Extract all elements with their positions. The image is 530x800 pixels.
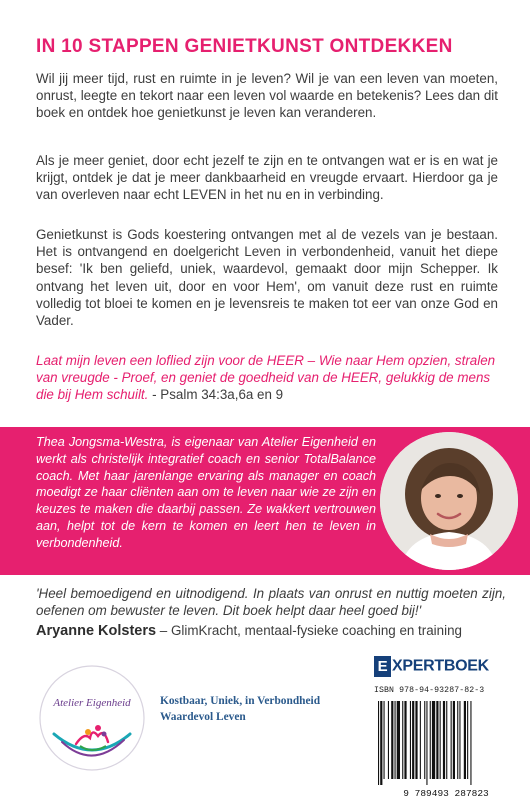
barcode-bar [388,701,389,779]
atelier-logo-emblem [32,658,152,778]
barcode-bar [415,701,417,779]
barcode-bar [451,701,452,779]
testimonial-affiliation: – GlimKracht, mentaal-fysieke coaching en training [156,623,462,638]
barcode-bar [430,701,431,779]
barcode-bar [432,701,435,779]
barcode-bar [457,701,458,779]
barcode-bar [470,701,471,785]
testimonial-author: Aryanne Kolsters [36,623,157,639]
slogan [160,693,350,725]
expertboek-logo [374,656,489,680]
barcode-bar [459,701,460,779]
intro-paragraph-3: Genietkunst is Gods koestering ontvangen met al de vezels van je bestaan. Het is ontvangend en doelgericht Leven in verbondenheid, vanuit het diepe besef: 'Ik ben geliefd, uniek, waardevol, gemaakt door mijn Schepper. Ik ontvang het leven uit, door en voor Hem', om vanuit deze rust en ruimte volledig tot bloei te komen en je levensreis te maken tot eer van onze God en Vader. [36,227,498,329]
atelier-eigenheid-logo [32,658,152,778]
slogan-line-2: Waardevol Leven [160,711,246,723]
barcode-bar [395,701,396,779]
intro-paragraph-2: Als je meer geniet, door echt jezelf te zijn en te ontvangen wat er is en wat je krijgt, ontdek je dat je meer dankbaarheid en vreugde ervaart. Hierdoor ga je van overleven naar echt LEVEN in het nu en in verbinding. [36,153,498,203]
isbn-barcode [372,699,520,799]
barcode-bar [402,701,403,779]
barcode-bar [412,701,414,779]
author-photo-illustration [380,432,518,570]
barcode-bar [453,701,455,779]
isbn-label: ISBN 978-94-93287-82-3 [374,686,485,695]
author-photo [380,432,518,570]
psalm-reference: - Psalm 34:3a,6a en 9 [148,387,284,403]
barcode-bar [440,701,441,779]
barcode-digits: 9 789493 287823 [403,788,489,799]
barcode-bar [384,701,385,779]
barcode-bar [467,701,468,779]
author-bio: Thea Jongsma-Westra, is eigenaar van Atelier Eigenheid en werkt als christelijk integratief coach en senior TotalBalance coach. Met haar jarenlange ervaring als manager en coach moedigt ze haar cliënten aan om te leven naar wie ze zijn en keuzes te maken die daarbij passen. Ze wakkert vertrouwen aan, helpt tot de kern te komen en leert hen te leven in verbondenheid. [36,435,376,550]
slogan-line-1: Kostbaar, Uniek, in Verbondheid [160,695,321,707]
barcode-bar [378,701,379,785]
barcode-bar [424,701,425,779]
barcode-bar [446,701,447,779]
barcode-bar [391,701,393,779]
psalm-quote-text: Laat mijn leven een loflied zijn voor de HEER – Wie naar Hem opzien, stralen van vreugde - Proef, en geniet de goedheid van de HEER, gelukkig de mens die bij Hem schuilt. [36,353,496,403]
barcode-bar [397,701,400,779]
barcode-bar [443,701,445,779]
intro-paragraph-1: Wil jij meer tijd, rust en ruimte in je leven? Wil je van een leven van moeten, onrust, leegte en tekort naar een leven vol waarde en betekenis? Lees dan dit boek en ontdek hoe genietkunst je leven kan veranderen. [36,71,498,121]
barcode-bar [436,701,438,779]
barcode-bar [380,701,382,785]
testimonial-quote: 'Heel bemoedigend en uitnodigend. In plaats van onrust en nuttig moeten zijn, oefenen om bewuster te leven. Dit boek helpt daar heel goed bij!' [36,586,506,619]
atelier-logo-text: Atelier Eigenheid [53,697,131,709]
barcode-bar [404,701,406,779]
psalm-quote [36,352,498,404]
cover-title: IN 10 STAPPEN GENIETKUNST ONTDEKKEN [36,36,453,57]
expertboek-logo-mark: E [374,656,391,677]
expertboek-logo-text: XPERTBOEK [392,657,489,675]
testimonial-attribution [36,622,516,640]
barcode-bar [426,701,427,785]
barcode-bar [464,701,466,779]
barcode-bar [420,701,421,779]
barcode-area [372,652,520,800]
barcode-bar [410,701,411,779]
